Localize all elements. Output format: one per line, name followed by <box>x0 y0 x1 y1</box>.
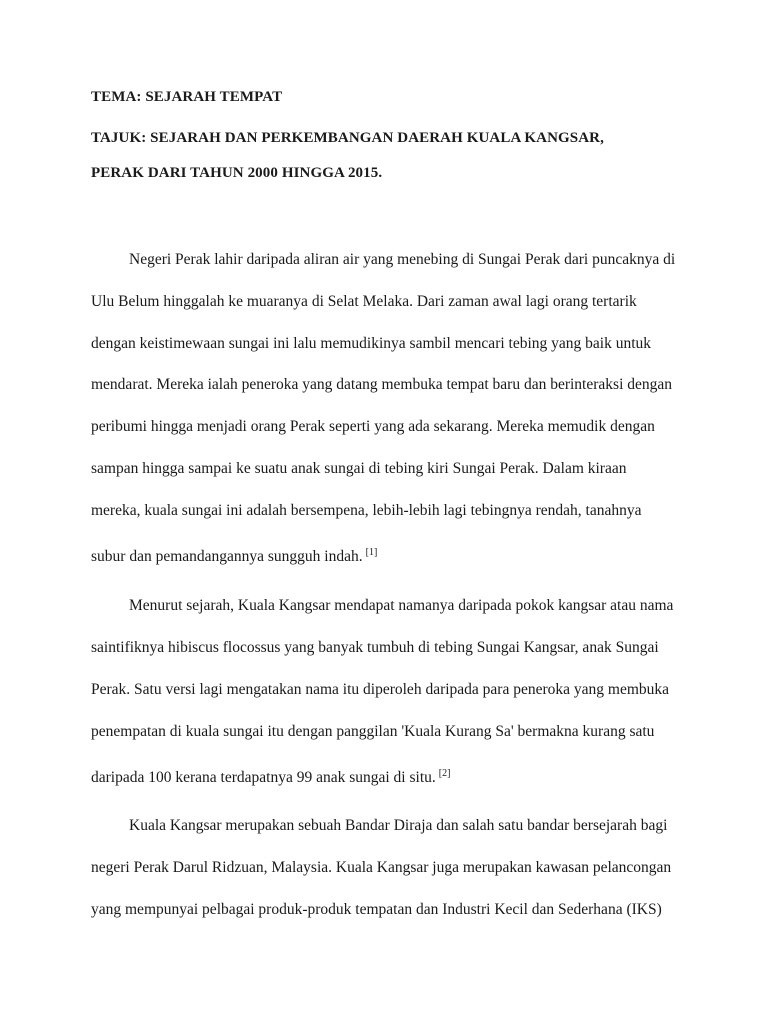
paragraph-2-line: saintifiknya hibiscus flocossus yang banyak tumbuh di tebing Sungai Kangsar, anak Sungai <box>91 639 659 656</box>
paragraph-3-line: negeri Perak Darul Ridzuan, Malaysia. Kuala Kangsar juga merupakan kawasan pelancongan <box>91 859 672 876</box>
paragraph-2-line: Perak. Satu versi lagi mengatakan nama itu diperoleh daripada para peneroka yang membuka <box>91 681 670 698</box>
paragraph-2-line <box>91 765 450 787</box>
paragraph-1-line: Ulu Belum hinggalah ke muaranya di Selat Melaka. Dari zaman awal lagi orang tertarik <box>91 293 637 310</box>
paragraph-1-line: mereka, kuala sungai ini adalah bersempena, lebih-lebih lagi tebingnya rendah, tanahnya <box>91 502 642 519</box>
paragraph-2-line: Menurut sejarah, Kuala Kangsar mendapat namanya daripada pokok kangsar atau nama <box>129 597 674 614</box>
title-heading-line-1: TAJUK: SEJARAH DAN PERKEMBANGAN DAERAH KUALA KANGSAR, <box>91 130 604 146</box>
title-heading-line-2: PERAK DARI TAHUN 2000 HINGGA 2015. <box>91 165 383 181</box>
theme-heading: TEMA: SEJARAH TEMPAT <box>91 89 283 105</box>
paragraph-1-line <box>91 544 377 566</box>
footnote-ref-1: [1] <box>365 547 378 558</box>
paragraph-1-line: peribumi hingga menjadi orang Perak seperti yang ada sekarang. Mereka memudik dengan <box>91 418 655 435</box>
paragraph-1-line: dengan keistimewaan sungai ini lalu memudikinya sambil mencari tebing yang baik untuk <box>91 335 652 352</box>
paragraph-1-line: Negeri Perak lahir daripada aliran air yang menebing di Sungai Perak dari puncaknya di <box>129 251 676 268</box>
paragraph-2-line: penempatan di kuala sungai itu dengan panggilan 'Kuala Kurang Sa' bermakna kurang satu <box>91 723 655 740</box>
paragraph-3-line: yang mempunyai pelbagai produk-produk tempatan dan Industri Kecil dan Sederhana (IKS) <box>91 901 662 918</box>
paragraph-3-line: Kuala Kangsar merupakan sebuah Bandar Diraja dan salah satu bandar bersejarah bagi <box>129 817 668 834</box>
paragraph-2-last-text: daripada 100 kerana terdapatnya 99 anak sungai di situ. <box>91 769 436 786</box>
paragraph-1-line: sampan hingga sampai ke suatu anak sungai di tebing kiri Sungai Perak. Dalam kiraan <box>91 460 627 477</box>
footnote-ref-2: [2] <box>438 768 451 779</box>
paragraph-1-last-text: subur dan pemandangannya sungguh indah. <box>91 548 363 565</box>
paragraph-1-line: mendarat. Mereka ialah peneroka yang datang membuka tempat baru dan berinteraksi dengan <box>91 376 673 393</box>
